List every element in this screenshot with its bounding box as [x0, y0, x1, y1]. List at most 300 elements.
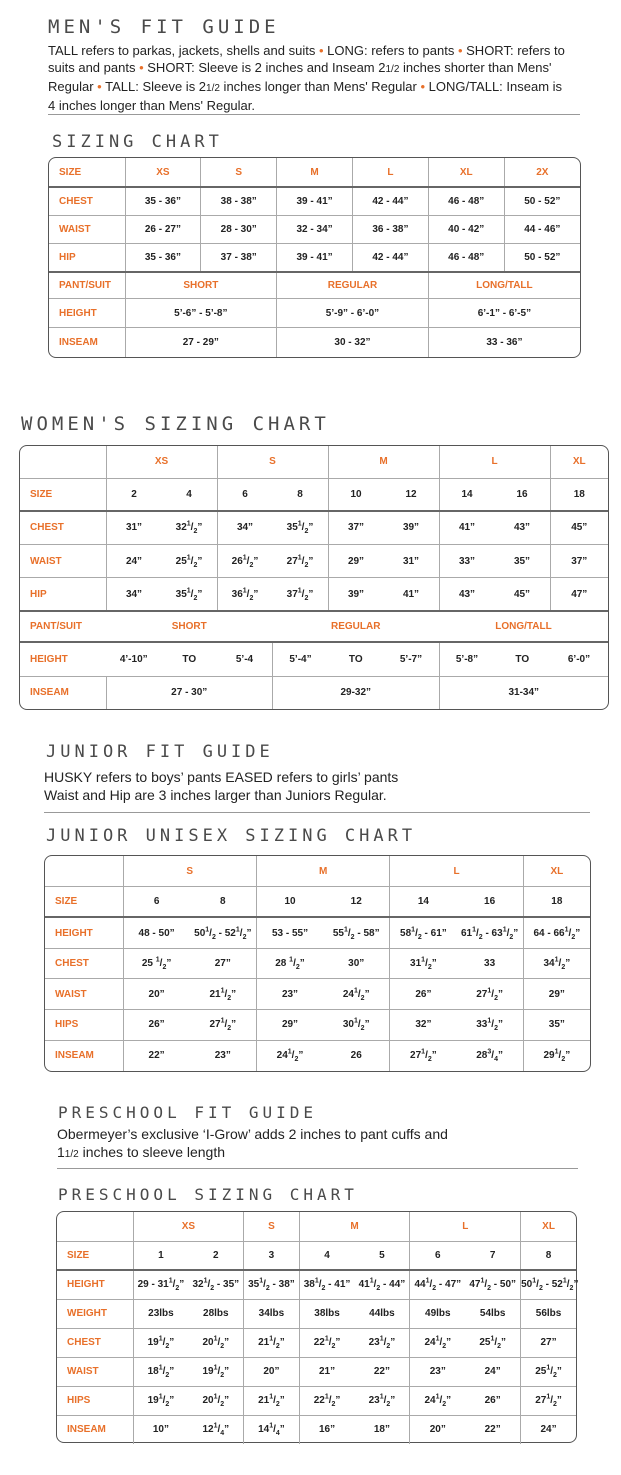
fraction: 1/2 [385, 64, 400, 75]
table-cell: $50^1/_2 - 52^1/_2$” [521, 1270, 576, 1299]
table-cell: 5’-4” [273, 642, 329, 677]
table-cell: 34” [217, 511, 273, 545]
table-cell: 46 - 48” [428, 243, 504, 271]
table-cell: 35 - 36” [125, 187, 201, 215]
fraction: $^1/_2$ [502, 926, 514, 941]
table-cell: 36 - 38” [352, 215, 428, 243]
fraction: $^1/_2$ [213, 1364, 225, 1379]
table-row [20, 446, 608, 478]
table-cell: $12^1/_4$” [202, 1422, 230, 1438]
fraction: $^1/_2$ [487, 987, 498, 1002]
table-cell: $25^1/_2$” [521, 1357, 576, 1386]
table-cell: 23lbs [133, 1299, 188, 1328]
table-cell: $41^1/_2 - 44$” [355, 1270, 410, 1299]
fraction: 1/2 [206, 83, 220, 94]
table-cell: 48 - 50” [123, 917, 190, 948]
fraction: $^1/_2$ [324, 1335, 336, 1350]
pant-suit-label: PANT/SUIT [20, 611, 106, 641]
table-cell: $22^1/_2$” [299, 1328, 354, 1357]
table-cell: 34lbs [244, 1299, 299, 1328]
table-cell: 33 [457, 948, 524, 979]
fraction: $^1/_2$ [421, 956, 432, 971]
preschool-fit-guide-text [57, 1125, 448, 1164]
fraction: $^1/_2$ [562, 1277, 574, 1293]
table-cell: 29” [256, 1010, 323, 1041]
table-cell: 30 - 32” [277, 328, 429, 357]
table-row [20, 544, 608, 578]
table-cell: 31” [384, 544, 440, 578]
size-number: 18 [523, 887, 590, 918]
fraction: $^1/_4$ [269, 1422, 280, 1438]
fraction: $^1/_2$ [205, 926, 216, 941]
table-cell: $21^1/_2$” [244, 1328, 299, 1357]
size-header: L [352, 158, 428, 187]
row-label: HIP [59, 251, 76, 263]
table-cell: 42 - 44” [352, 243, 428, 271]
table-cell: $27^1/_2$” [273, 544, 329, 578]
fraction: $^1/_2$ [297, 554, 309, 569]
table-cell: 33 - 36” [428, 328, 580, 357]
table-cell: 28 - 30” [201, 215, 277, 243]
table-cell: $27^1/_2$” [190, 1010, 257, 1041]
table-cell: 22” [484, 1424, 501, 1436]
fraction: $^1/_2$ [369, 1277, 381, 1293]
fraction: $^1/_2$ [425, 1277, 437, 1293]
table-cell: 24” [106, 544, 162, 578]
fraction: $^1/_2$ [353, 1018, 365, 1033]
table-cell: $34^1/_2$” [523, 948, 590, 979]
preschool-fit-guide-title: PRESCHOOL FIT GUIDE [58, 1103, 318, 1122]
table-cell: 29-32” [273, 676, 440, 709]
mens-fit-guide-title: MEN'S FIT GUIDE [48, 16, 280, 38]
table-row [20, 511, 608, 545]
size-group-header: XL [521, 1212, 576, 1241]
table-row [57, 1241, 576, 1270]
table-cell: $14^1/_4$” [244, 1415, 299, 1444]
preschool-sizing-chart-title: PRESCHOOL SIZING CHART [58, 1185, 358, 1204]
row-label: CHEST [20, 511, 106, 545]
preschool-fit-line-1: Obermeyer’s exclusive ‘I-Grow’ adds 2 inches to pant cuffs and [57, 1126, 448, 1142]
table-cell: $26^1/_2$” [217, 544, 273, 578]
size-group-header: L [390, 856, 523, 887]
table-cell: $36^1/_2$” [217, 578, 273, 612]
table-row [45, 917, 590, 948]
table-cell: 31-34” [439, 676, 608, 709]
fraction: $^1/_2$ [242, 554, 254, 569]
table-cell: 29” [328, 544, 384, 578]
size-label: SIZE [45, 887, 123, 918]
row-label: WAIST [45, 979, 123, 1010]
row-label: HIPS [45, 1010, 123, 1041]
table-cell: 39 - 41” [277, 243, 353, 271]
table-row [20, 611, 608, 641]
preschool-sizing-chart [56, 1211, 577, 1443]
table-cell: TO [328, 642, 384, 677]
womens-sizing-chart [19, 445, 609, 710]
table-cell: $24^1/_2$” [410, 1386, 465, 1415]
table-cell: 43” [439, 578, 495, 612]
fraction: $^1/_2$ [269, 1335, 280, 1350]
table-cell: $20^1/_2$” [188, 1328, 243, 1357]
table-cell: 44 - 46” [504, 215, 580, 243]
table-row [57, 1386, 576, 1415]
table-cell: $31^1/_2$” [390, 948, 457, 979]
table-cell: $28^3/_4$” [476, 1049, 503, 1064]
table-row [49, 243, 580, 271]
size-group-header: XL [550, 446, 608, 478]
table-cell: $38^1/_2 - 41$” [299, 1270, 354, 1299]
mens-fit-line-2: suits and pants • SHORT: Sleeve is 2 inches and Inseam 21/2 inches shorter than Mens' [48, 60, 552, 75]
table-cell: 39” [384, 511, 440, 545]
pant-suit-label: PANT/SUIT [49, 272, 125, 299]
fit-text: LONG/TALL: Inseam is [428, 79, 563, 94]
size-number: 4 [299, 1241, 354, 1270]
inseam-label: INSEAM [30, 687, 69, 699]
mens-sizing-chart-title: SIZING CHART [52, 132, 223, 152]
pant-fit-header: SHORT [106, 611, 273, 641]
size-group-header: M [299, 1212, 410, 1241]
size-group-header: M [256, 856, 389, 887]
size-number: 3 [244, 1241, 299, 1270]
size-number: 5 [355, 1241, 410, 1270]
table-row [45, 1010, 590, 1041]
fraction: $^1/_2$ [314, 1277, 326, 1293]
fit-text: TALL: Sleeve is 2 [105, 79, 207, 94]
table-cell: 26 - 27” [125, 215, 201, 243]
size-number: 2 [188, 1241, 243, 1270]
table-cell: 20” [410, 1415, 465, 1444]
table-cell: $25^1/_2$” [162, 544, 218, 578]
inseam-label: INSEAM [59, 337, 98, 349]
row-label: HEIGHT [45, 917, 123, 948]
table-cell: 30” [323, 948, 390, 979]
fraction: $^1/_2$ [242, 587, 254, 602]
table-cell: 10” [133, 1415, 188, 1444]
fraction: $^1/_2$ [546, 1393, 557, 1408]
table-cell: 6’-1” - 6’-5” [428, 299, 580, 328]
fraction: 1/2 [64, 1149, 79, 1160]
table-cell: 5’-4 [217, 642, 273, 677]
table-cell: $35^1/_2$” [175, 587, 203, 602]
fraction: $^1/_2$ [155, 956, 167, 971]
size-group-header: S [217, 446, 328, 478]
table-cell: 33” [439, 544, 495, 578]
table-cell: 26” [390, 979, 457, 1010]
table-cell: 16” [299, 1415, 354, 1444]
table-cell: 56lbs [521, 1299, 576, 1328]
table-cell: 5’-6” - 5’-8” [125, 299, 277, 328]
table-cell: $24^1/_2$” [410, 1328, 465, 1357]
fraction: $^1/_2$ [158, 1335, 170, 1350]
fraction: $^1/_2$ [269, 1393, 280, 1408]
fit-text: suits and pants [48, 60, 136, 75]
table-row [49, 187, 580, 215]
table-cell: $23^1/_2$” [355, 1328, 410, 1357]
table-cell: $19^1/_2$” [188, 1357, 243, 1386]
table-cell: 23” [256, 979, 323, 1010]
size-group-header: L [410, 1212, 521, 1241]
row-label: HIPS [57, 1386, 133, 1415]
junior-sizing-chart-title: JUNIOR UNISEX SIZING CHART [46, 826, 417, 846]
table-row [45, 948, 590, 979]
table-row [57, 1357, 576, 1386]
table-row [49, 299, 580, 328]
size-number: 1 [133, 1241, 188, 1270]
table-cell: 5’-9” - 6’-0” [277, 299, 429, 328]
size-header: XL [428, 158, 504, 187]
table-cell: $18^1/_2$” [133, 1357, 188, 1386]
size-number: 6 [123, 887, 190, 918]
fit-text: Regular [48, 79, 94, 94]
table-cell: 38 - 38” [201, 187, 277, 215]
size-number: 14 [439, 478, 495, 510]
mens-fit-line-3: Regular • TALL: Sleeve is 21/2 inches longer than Mens' Regular • LONG/TALL: Inseam is [48, 79, 563, 94]
table-cell: 5’-7” [384, 642, 440, 677]
table-cell: $25^1/_2$” [465, 1328, 520, 1357]
table-cell: $22^1/_2$” [299, 1386, 354, 1415]
table-cell: 23” [214, 1050, 231, 1062]
fraction: $^1/_2$ [158, 1364, 170, 1379]
table-cell: $19^1/_2$” [133, 1386, 188, 1415]
fraction: $^1/_2$ [168, 1277, 180, 1293]
junior-fit-line-1: HUSKY refers to boys’ pants EASED refers to girls’ pants [44, 769, 399, 785]
table-row [57, 1328, 576, 1357]
mens-fit-line-4: 4 inches longer than Mens' Regular. [48, 98, 255, 113]
fit-text: LONG: refers to pants [327, 43, 455, 58]
table-cell: 18” [373, 1424, 390, 1436]
table-cell: 45” [550, 511, 608, 545]
table-row [45, 856, 590, 887]
table-cell: $24^1/_2$” [256, 1040, 323, 1071]
fraction: $^1/_2$ [158, 1393, 170, 1408]
pant-fit-header: LONG/TALL [439, 611, 608, 641]
fraction: $^1/_2$ [220, 987, 232, 1002]
fraction: $^1/_2$ [297, 521, 309, 536]
size-header: S [201, 158, 277, 187]
fraction: $^1/_2$ [343, 926, 355, 941]
table-row [49, 215, 580, 243]
table-cell: 50 - 52” [504, 243, 580, 271]
table-cell: 29” [523, 979, 590, 1010]
fraction: $^1/_2$ [564, 926, 576, 941]
table-cell: 23” [410, 1357, 465, 1386]
size-header: M [277, 158, 353, 187]
size-number: 8 [190, 887, 257, 918]
table-cell: $20^1/_2$” [188, 1386, 243, 1415]
table-cell: $32^1/_2$” [162, 511, 218, 545]
table-cell: 40 - 42” [428, 215, 504, 243]
fraction: $^1/_2$ [532, 1277, 543, 1293]
table-cell: $44^1/_2 - 47$” [410, 1270, 465, 1299]
junior-fit-guide-text [44, 768, 398, 804]
fraction: $^1/_2$ [297, 587, 309, 602]
table-cell: 37 - 38” [201, 243, 277, 271]
fit-text: inches shorter than Mens' [399, 60, 552, 75]
pant-fit-header: REGULAR [273, 611, 440, 641]
table-cell: 34” [106, 578, 162, 612]
corner-cell [57, 1212, 133, 1241]
table-cell: 26” [465, 1386, 520, 1415]
fraction: $^1/_2$ [435, 1393, 447, 1408]
mens-fit-guide-text [48, 42, 565, 114]
size-group-header: XS [133, 1212, 244, 1241]
size-number: 2 [106, 478, 162, 510]
mens-fit-line-1: TALL refers to parkas, jackets, shells and suits • LONG: refers to pants • SHORT: refers to [48, 43, 565, 58]
row-label: WAIST [57, 1357, 133, 1386]
size-number: 7 [465, 1241, 520, 1270]
fraction: $^1/_2$ [435, 1335, 447, 1350]
table-cell: $61^1/_2 - 63^1/_2$” [457, 917, 524, 948]
table-row [20, 578, 608, 612]
table-cell: $33^1/_2$” [457, 1010, 524, 1041]
table-cell: 24” [521, 1415, 576, 1444]
table-cell: 38lbs [299, 1299, 354, 1328]
table-cell: 46 - 48” [428, 187, 504, 215]
table-row [57, 1299, 576, 1328]
fit-text: inches longer than Mens' Regular [219, 79, 417, 94]
junior-fit-line-2: Waist and Hip are 3 inches larger than Juniors Regular. [44, 787, 387, 803]
fraction: $^1/_4$ [213, 1422, 225, 1438]
size-number: 16 [495, 478, 551, 510]
size-group-header: S [123, 856, 256, 887]
table-cell: $21^1/_2$” [244, 1386, 299, 1415]
fraction: $^1/_2$ [487, 1018, 498, 1033]
table-cell: $37^1/_2$” [286, 587, 314, 602]
size-group-header: L [439, 446, 550, 478]
table-cell: $27^1/_2$” [521, 1386, 576, 1415]
size-group-header: XS [106, 446, 217, 478]
row-label: INSEAM [55, 1050, 94, 1062]
table-cell: $35^1/_2$” [273, 511, 329, 545]
table-row [49, 328, 580, 357]
corner-cell [20, 446, 106, 478]
table-row [20, 676, 608, 709]
table-cell: 26” [123, 1010, 190, 1041]
table-cell: $27^1/_2$” [390, 1040, 457, 1071]
table-cell: 22” [355, 1357, 410, 1386]
table-row [45, 979, 590, 1010]
table-cell: 26 [350, 1050, 362, 1062]
table-cell: 41” [402, 588, 420, 600]
size-number: 10 [256, 887, 323, 918]
table-cell: 31” [106, 511, 162, 545]
size-number: 4 [162, 478, 218, 510]
row-label: WAIST [49, 215, 125, 243]
fit-text: inches to sleeve length [78, 1144, 226, 1160]
table-cell: $32^1/_2 - 35$” [188, 1270, 243, 1299]
size-number: 6 [217, 478, 273, 510]
table-cell: 39 - 41” [277, 187, 353, 215]
size-number: 8 [521, 1241, 576, 1270]
fraction: $^1/_2$ [379, 1393, 391, 1408]
size-number: 12 [384, 478, 440, 510]
row-label: HEIGHT [57, 1270, 133, 1299]
fraction: $^1/_2$ [213, 1335, 225, 1350]
junior-sizing-chart [44, 855, 591, 1072]
size-group-header: S [244, 1212, 299, 1241]
table-cell: $35^1/_2 - 38$” [244, 1270, 299, 1299]
table-cell: 37” [550, 544, 608, 578]
table-cell: $58^1/_2 - 61$” [390, 917, 457, 948]
fraction: $^1/_2$ [554, 956, 566, 971]
size-label: SIZE [57, 1241, 133, 1270]
table-cell: TO [495, 642, 551, 677]
fit-text: SHORT: refers to [466, 43, 565, 58]
table-cell: 44lbs [355, 1299, 410, 1328]
fraction: $^1/_2$ [186, 587, 198, 602]
divider [44, 812, 590, 813]
size-number: 8 [273, 478, 329, 510]
table-cell: 47” [550, 578, 608, 612]
pant-fit-header: LONG/TALL [428, 272, 580, 299]
row-label: WAIST [20, 544, 106, 578]
fraction: $^1/_2$ [554, 1049, 566, 1064]
table-cell: 39” [328, 578, 384, 612]
table-cell: 49lbs [410, 1299, 465, 1328]
table-row [57, 1415, 576, 1444]
table-cell: 6’-0” [550, 642, 608, 677]
table-row [45, 1040, 590, 1071]
table-cell: $29^1/_2$” [523, 1040, 590, 1071]
table-cell: 20” [123, 979, 190, 1010]
table-cell: $29 - 31^1/_2$” [133, 1270, 188, 1299]
size-group-header: XL [523, 856, 590, 887]
table-cell: 37” [328, 511, 384, 545]
table-cell: 32” [390, 1010, 457, 1041]
height-label: HEIGHT [20, 642, 106, 677]
table-cell: 4’-10” [106, 642, 162, 677]
fraction: $^1/_2$ [353, 987, 365, 1002]
table-row [45, 887, 590, 918]
table-cell: 27 - 29” [125, 328, 277, 357]
row-label: CHEST [45, 948, 123, 979]
table-row [20, 478, 608, 510]
womens-sizing-chart-title: WOMEN'S SIZING CHART [21, 413, 330, 435]
table-cell: TO [162, 642, 218, 677]
table-cell: 28lbs [188, 1299, 243, 1328]
divider [57, 1168, 578, 1169]
preschool-fit-line-2 [57, 1143, 448, 1164]
fraction: $^1/_2$ [490, 1335, 502, 1350]
table-cell: 45” [513, 588, 531, 600]
size-label: SIZE [20, 478, 106, 510]
fraction: $^1/_2$ [324, 1393, 336, 1408]
corner-cell [45, 856, 123, 887]
table-cell: 5’-8” [439, 642, 495, 677]
size-group-header: M [328, 446, 439, 478]
pant-fit-header: REGULAR [277, 272, 429, 299]
pant-fit-header: SHORT [125, 272, 277, 299]
table-cell: 27” [190, 948, 257, 979]
table-cell: $23^1/_2$” [355, 1386, 410, 1415]
table-cell: 22” [123, 1040, 190, 1071]
fraction: $^1/_2$ [186, 554, 198, 569]
table-cell: 53 - 55” [256, 917, 323, 948]
table-cell: 20” [244, 1357, 299, 1386]
size-number: 10 [328, 478, 384, 510]
table-cell: $55^1/_2 - 58$” [323, 917, 390, 948]
table-row [49, 158, 580, 187]
fit-text: SHORT: Sleeve is 2 inches and Inseam 2 [147, 60, 386, 75]
fraction: $^1/_2$ [287, 1049, 299, 1064]
table-cell: $64 - 66^1/_2$” [523, 917, 590, 948]
fraction: $^1/_2$ [421, 1049, 432, 1064]
table-row [20, 642, 608, 677]
junior-fit-guide-title: JUNIOR FIT GUIDE [46, 742, 274, 762]
table-cell: 27 - 30” [106, 676, 273, 709]
table-cell: 27” [521, 1328, 576, 1357]
mens-sizing-chart [48, 157, 581, 358]
